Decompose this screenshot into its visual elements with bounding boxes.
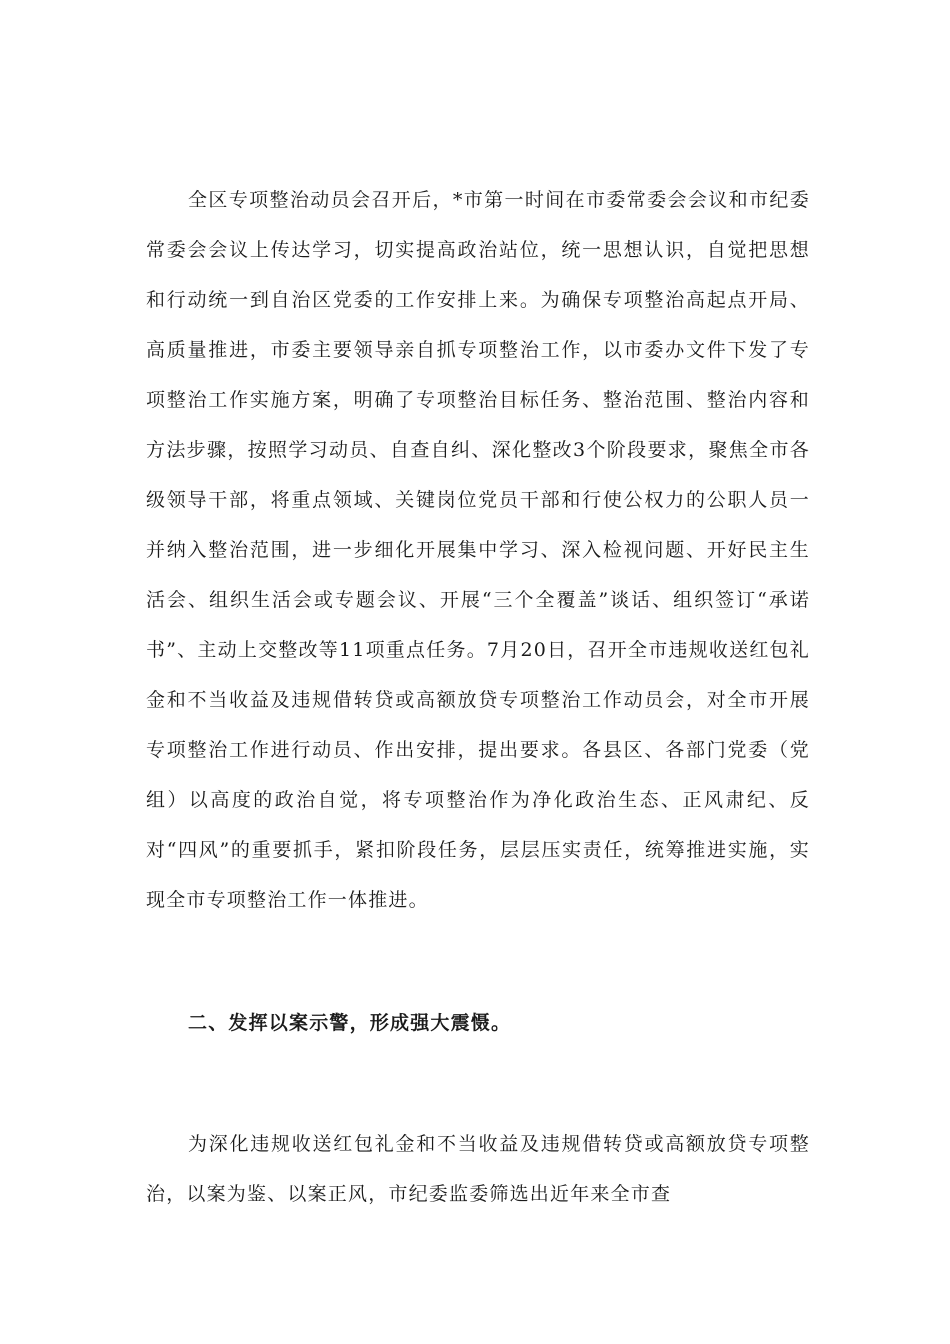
body-paragraph-1: 全区专项整治动员会召开后，*市第一时间在市委常委会会议和市纪委常委会会议上传达学习，切实提高政治站位，统一思想认识，自觉把思想和行动统一到自治区党委的工作安排上来。为确保专项整治高起点开局、高质量推进，市委主要领导亲自抓专项整治工作，以市委办文件下发了专项整治工作实施方案，明确了专项整治目标任务、整治范围、整治内容和方法步骤，按照学习动员、自查自纠、深化整改3个阶段要求，聚焦全市各级领导干部，将重点领域、关键岗位党员干部和行使公权力的公职人员一并纳入整治范围，进一步细化开展集中学习、深入检视问题、开好民主生活会、组织生活会或专题会议、开展“三个全覆盖”谈话、组织签订“承诺书”、主动上交整改等11项重点任务。7月20日，召开全市违规收送红包礼金和不当收益及违规借转贷或高额放贷专项整治工作动员会，对全市开展专项整治工作进行动员、作出安排，提出要求。各县区、各部门党委（党组）以高度的政治自觉，将专项整治作为净化政治生态、正风肃纪、反对“四风”的重要抓手，紧扣阶段任务，层层压实责任，统筹推进实施，实现全市专项整治工作一体推进。 bbox=[146, 189, 810, 911]
section-heading: 二、发挥以案示警，形成强大震慑。 bbox=[188, 1012, 512, 1034]
body-paragraph-2: 为深化违规收送红包礼金和不当收益及违规借转贷或高额放贷专项整治，以案为鉴、以案正风，市纪委监委筛选出近年来全市查 bbox=[146, 1133, 810, 1205]
